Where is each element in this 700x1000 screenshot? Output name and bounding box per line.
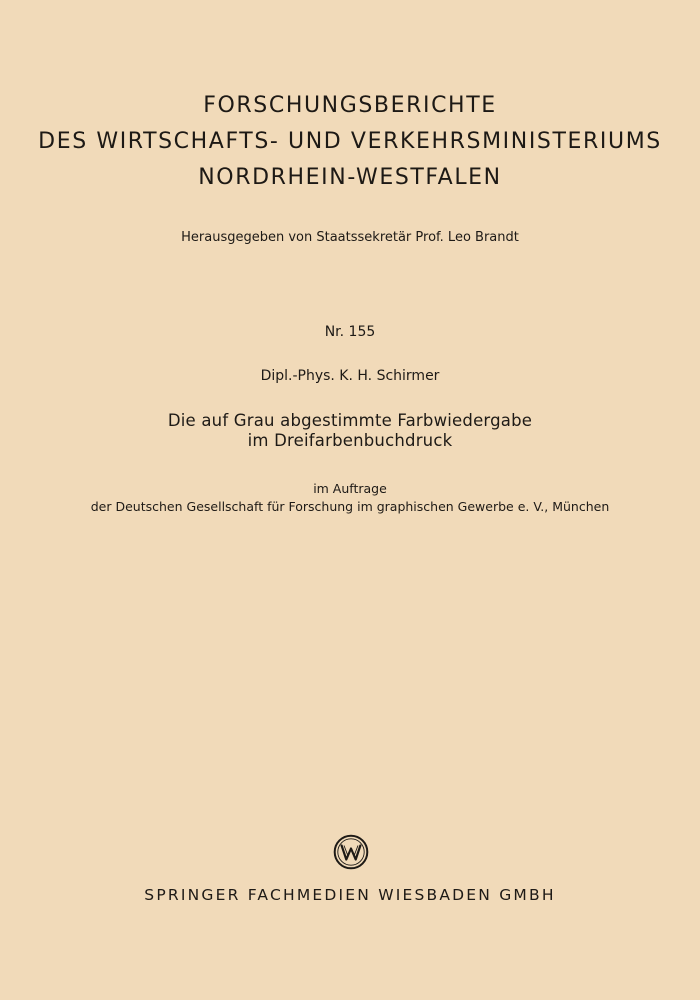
book-title: [0, 411, 700, 451]
series-title-line-2: DES WIRTSCHAFTS- UND VERKEHRSMINISTERIUMS: [38, 129, 662, 154]
series-title-line-1: FORSCHUNGSBERICHTE: [203, 93, 497, 118]
book-title-line-2: im Dreifarbenbuchdruck: [247, 431, 453, 450]
publisher-name: SPRINGER FACHMEDIEN WIESBADEN GMBH: [144, 886, 556, 904]
series-title-line-3: NORDRHEIN-WESTFALEN: [198, 165, 502, 190]
series-title: [0, 88, 700, 196]
author-name: Dipl.-Phys. K. H. Schirmer: [260, 368, 440, 384]
editor-credit: Herausgegeben von Staatssekretär Prof. Leo Brandt: [181, 230, 519, 245]
commission-line-1: im Auftrage: [313, 481, 387, 496]
book-title-line-1: Die auf Grau abgestimmte Farbwiedergabe: [167, 411, 533, 430]
commission-line-2: der Deutschen Gesellschaft für Forschung im graphischen Gewerbe e. V., München: [90, 499, 610, 514]
volume-number: Nr. 155: [324, 324, 376, 340]
publisher-w-logo-icon: [333, 834, 369, 870]
commission-note: [0, 480, 700, 516]
